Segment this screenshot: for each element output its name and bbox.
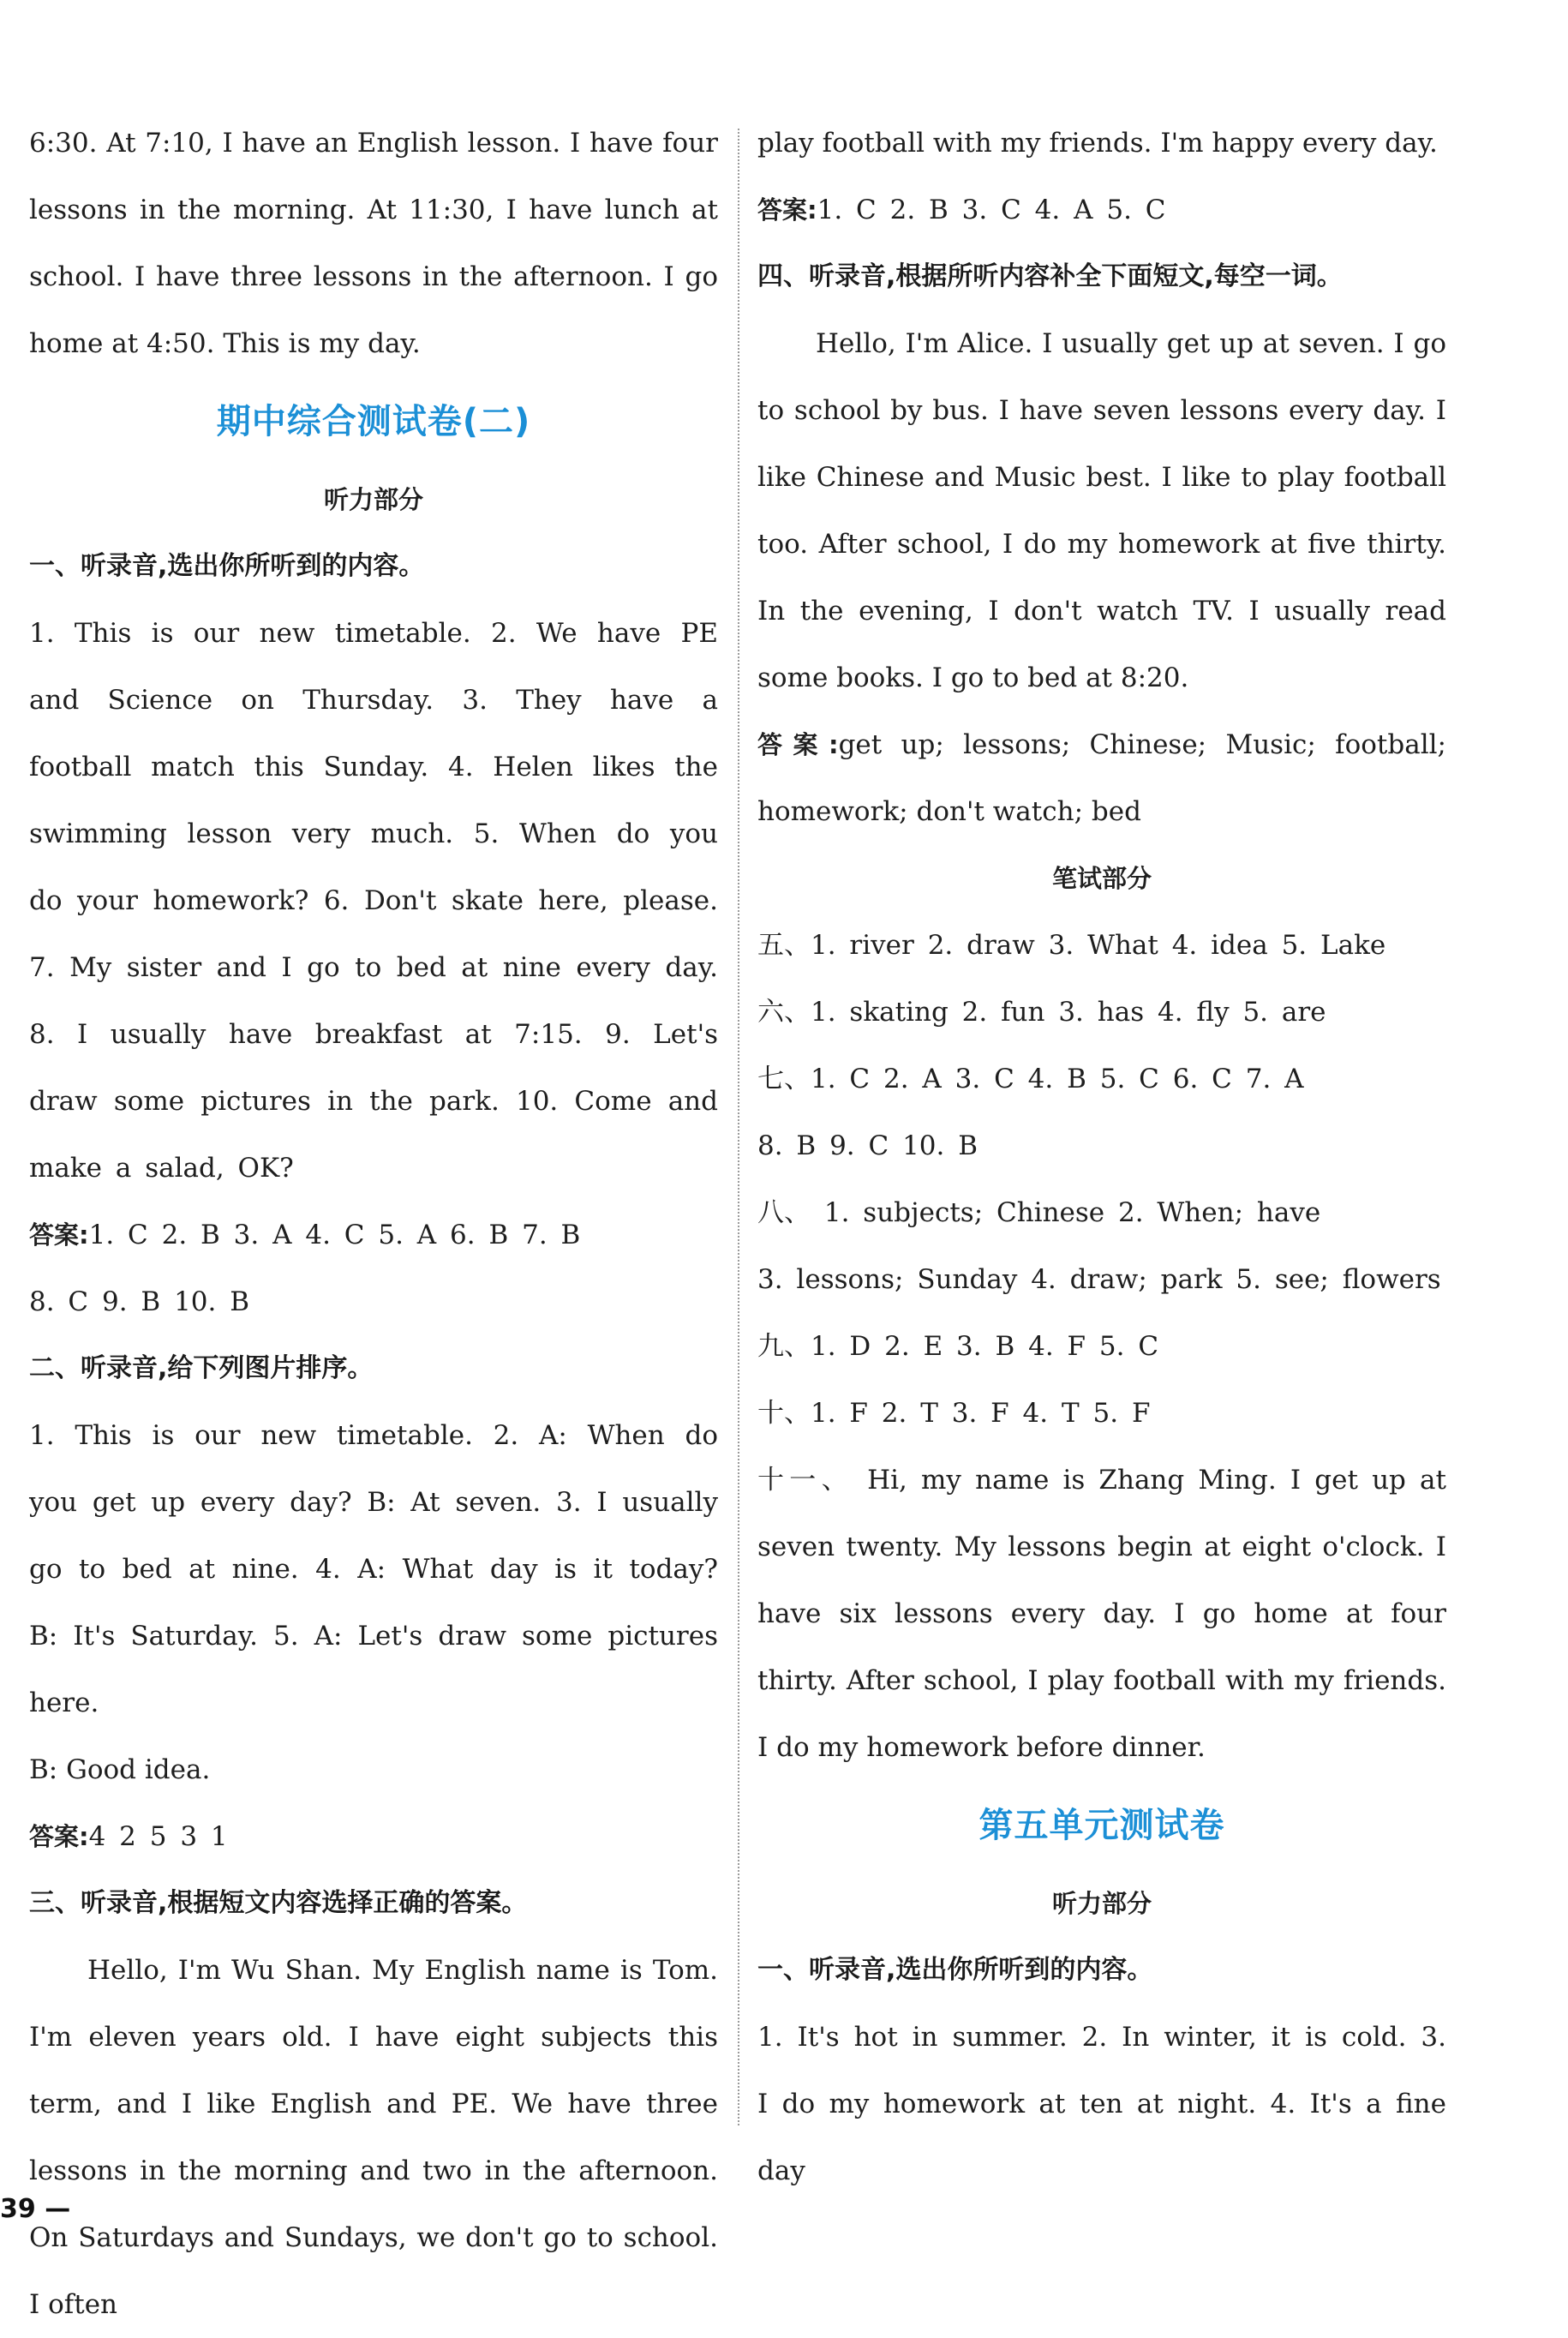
- right-column: [757, 110, 1446, 2204]
- question-heading-unit5-1: 一、听录音,选出你所听到的内容。: [757, 1955, 1153, 1985]
- writing-part-heading: 笔试部分: [1051, 864, 1152, 893]
- answer-label: 答案:: [29, 1220, 89, 1250]
- question-3-answers: [757, 177, 1446, 243]
- column-divider: [738, 129, 739, 2125]
- answers-section-5: 五、1. river 2. draw 3. What 4. idea 5. Lake: [757, 930, 1386, 961]
- question-2-text-end: B: Good idea.: [29, 1754, 211, 1785]
- intro-paragraph: 6:30. At 7:10, I have an English lesson. I have four lessons in the morning. At 11:30, I have lunch at school. I have three lessons in the afternoon. I go home at 4:50. This is my day.: [29, 128, 718, 359]
- question-heading-1: 一、听录音,选出你所听到的内容。: [29, 551, 425, 581]
- question-3-passage-cont: play football with my friends. I'm happy every day.: [757, 128, 1438, 159]
- question-4-passage: Hello, I'm Alice. I usually get up at seven. I go to school by bus. I have seven lessons every day. I like Chinese and Music best. I like to play football too. After school, I do my homework at five thirty. In the evening, I don't watch TV. I usually read some books. I go to bed at 8:20.: [757, 328, 1446, 693]
- answers-section-8-line-1: 八、 1. subjects; Chinese 2. When; have: [757, 1197, 1321, 1228]
- question-heading-4: 四、听录音,根据所听内容补全下面短文,每空一词。: [757, 261, 1343, 291]
- section-title-unit-5: 第五单元测试卷: [979, 1806, 1225, 1845]
- question-4-answers: [757, 711, 1446, 845]
- answers-section-9: 九、1. D 2. E 3. B 4. F 5. C: [757, 1331, 1159, 1362]
- answer-label: 答案:: [757, 730, 839, 759]
- answers-section-7-line-1: 七、1. C 2. A 3. C 4. B 5. C 6. C 7. A: [757, 1064, 1304, 1094]
- question-2-answers: [29, 1803, 718, 1870]
- question-heading-2: 二、听录音,给下列图片排序。: [29, 1353, 374, 1383]
- question-2-text: 1. This is our new timetable. 2. A: When do you get up every day? B: At seven. 3. I usually go to bed at nine. 4. A: What day is it today? B: It's Saturday. 5. A: Let's draw some pictures here.: [29, 1420, 718, 1718]
- question-3-passage: Hello, I'm Wu Shan. My English name is Tom. I'm eleven years old. I have eight subjects this term, and I like English and PE. We have three lessons in the morning and two in the afternoon. On Saturdays and Sundays, we don't go to school. I often: [29, 1955, 718, 2320]
- section-title-midterm: 期中综合测试卷(二): [216, 402, 531, 441]
- page-number: 39 —: [0, 2194, 71, 2224]
- answer-label: 答案:: [757, 195, 817, 225]
- answers-line-2: 8. C 9. B 10. B: [29, 1286, 250, 1317]
- answers: 4 2 5 3 1: [88, 1821, 228, 1852]
- answers: 1. C 2. B 3. C 4. A 5. C: [817, 195, 1166, 225]
- answers-section-7-line-2: 8. B 9. C 10. B: [757, 1130, 979, 1161]
- answers-section-8-line-2: 3. lessons; Sunday 4. draw; park 5. see; flowers: [757, 1264, 1441, 1295]
- question-1-text: 1. This is our new timetable. 2. We have PE and Science on Thursday. 3. They have a football match this Sunday. 4. Helen likes the swimming lesson very much. 5. When do you do your homework? 6. Don't skate here, please. 7. My sister and I go to bed at nine every day. 8. I usually have breakfast at 7:15. 9. Let's draw some pictures in the park. 10. Come and make a salad, OK?: [29, 618, 718, 1184]
- question-unit5-1-text: 1. It's hot in summer. 2. In winter, it is cold. 3. I do my homework at ten at night. 4. It's a fine day: [757, 2022, 1446, 2186]
- listening-part-heading: 听力部分: [323, 485, 423, 514]
- left-column: [29, 110, 718, 2338]
- question-heading-3: 三、听录音,根据短文内容选择正确的答案。: [29, 1888, 528, 1918]
- answers-section-10: 十、1. F 2. T 3. F 4. T 5. F: [757, 1398, 1151, 1429]
- answers: get up; lessons; Chinese; Music; football; homework; don't watch; bed: [757, 729, 1446, 827]
- question-1-answers: [29, 1202, 718, 1268]
- answers-line-1: 1. C 2. B 3. A 4. C 5. A 6. B 7. B: [88, 1220, 581, 1250]
- answers-section-11: 十一、 Hi, my name is Zhang Ming. I get up at seven twenty. My lessons begin at eight o'clock. I have six lessons every day. I go home at four thirty. After school, I play football with my friends. I do my homework before dinner.: [757, 1465, 1446, 1763]
- answer-label: 答案:: [29, 1822, 89, 1851]
- answers-section-6: 六、1. skating 2. fun 3. has 4. fly 5. are: [757, 997, 1326, 1028]
- listening-part-heading-2: 听力部分: [1051, 1889, 1152, 1918]
